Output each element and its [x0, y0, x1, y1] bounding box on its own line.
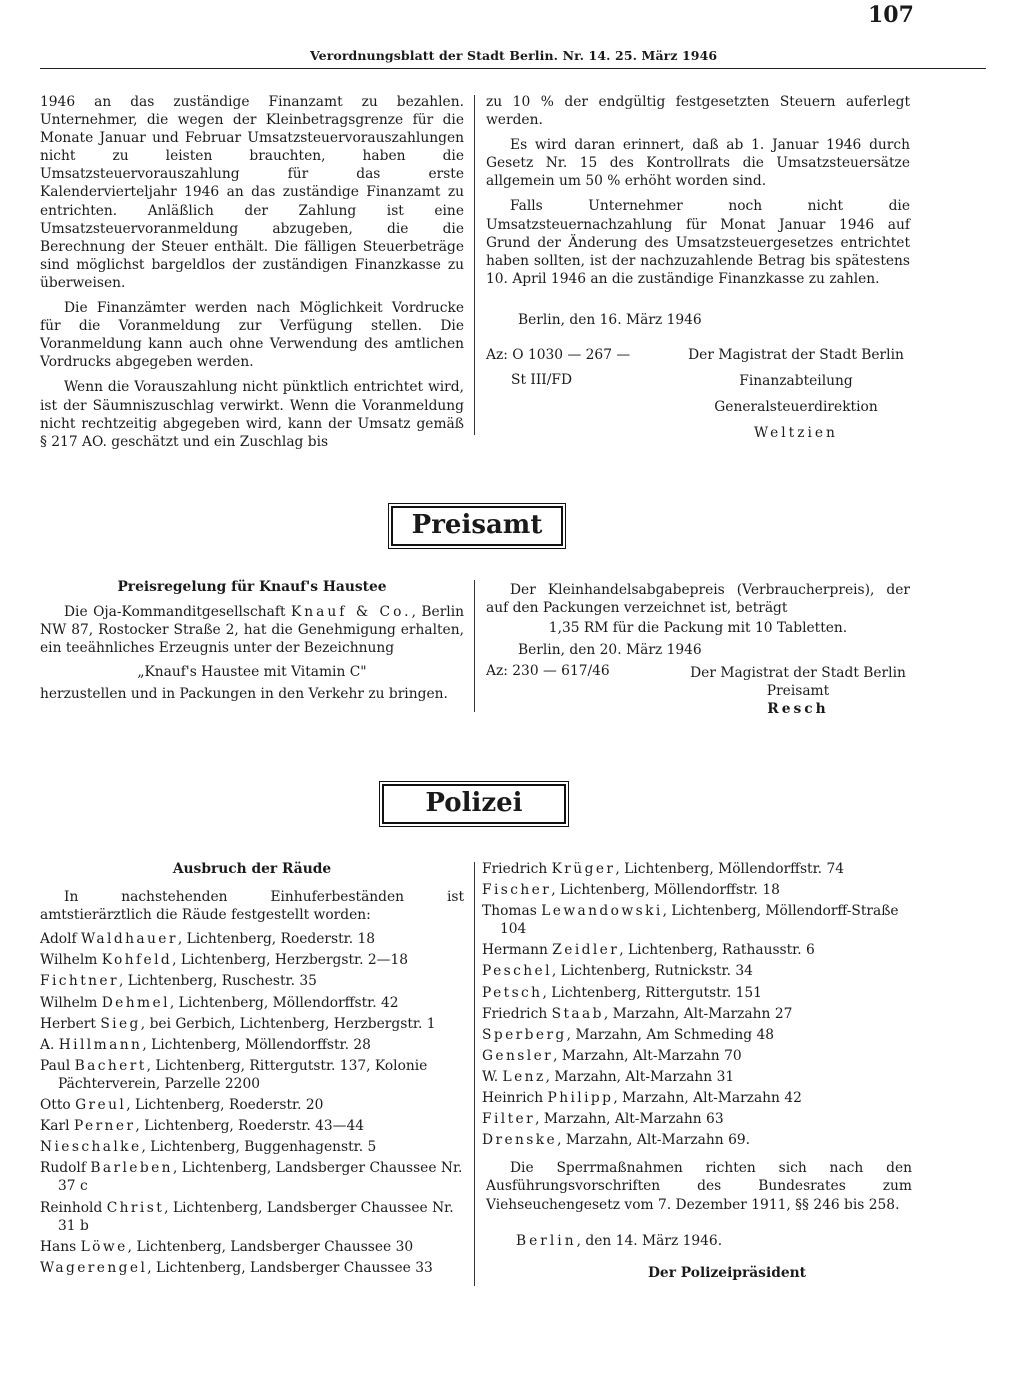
owner-last-name: Philipp [547, 1090, 614, 1107]
owner-last-name: Sieg [100, 1015, 141, 1032]
list-item [40, 1259, 464, 1277]
preisamt-authority-block [678, 664, 918, 718]
owner-address: , Lichtenberg, Roederstr. 20 [126, 1097, 324, 1114]
list-item [40, 1057, 464, 1093]
list-item [482, 1131, 912, 1149]
tax-left-column [40, 93, 464, 451]
tax-authority-block [676, 346, 916, 442]
tax-authority-line-3: Generalsteuerdirektion [714, 399, 878, 415]
section-heading-polizei: Polizei [382, 784, 566, 824]
owner-first-name: Adolf [40, 931, 77, 948]
owner-last-name: Peschel [482, 963, 552, 980]
list-item [40, 972, 464, 990]
owner-first-name: A. [40, 1036, 55, 1053]
list-item [482, 1047, 912, 1065]
preisamt-reference-az: Az: 230 — 617/46 [486, 663, 610, 679]
owner-last-name: Löwe [80, 1238, 128, 1255]
tax-signatory: Weltzien [754, 425, 838, 441]
preisamt-date-line: Berlin, den 20. März 1946 [518, 642, 702, 658]
list-item [482, 881, 912, 899]
owner-address: , Marzahn, Alt-Marzahn 69. [557, 1132, 751, 1149]
polizei-closing-text: Die Sperrmaßnahmen richten sich nach den Ausführungsvorschriften des Bundesrates zum Viehseuchengesetz vom 7. Dezember 1911, §§ 246 bis 258. [486, 1160, 912, 1213]
owner-first-name: Heinrich [482, 1090, 544, 1107]
tax-paragraph-4: zu 10 % der endgültig festgesetzten Steuern auferlegt werden. [486, 94, 910, 129]
header-rule [40, 68, 986, 69]
owner-last-name: Lewandowski [541, 903, 663, 920]
tax-authority-line-1: Der Magistrat der Stadt Berlin [688, 347, 904, 363]
tax-paragraph-2: Die Finanzämter werden nach Möglichkeit Vordrucke für die Voranmeldung zur Verfügung stellen. Die Voranmeldung kann auch ohne Verwendung des amtlichen Vordrucks abgegeben werden. [40, 300, 464, 371]
section-heading-preisamt: Preisamt [391, 506, 563, 546]
owner-first-name: Friedrich [482, 861, 548, 877]
owner-address: , Marzahn, Alt-Marzahn 42 [613, 1090, 802, 1107]
owner-last-name: Gensler [482, 1047, 554, 1064]
owner-first-name: Wilhelm [40, 952, 98, 969]
list-item [40, 1138, 464, 1156]
list-item [40, 1015, 464, 1033]
owner-address: , Lichtenberg, Möllendorffstr. 42 [169, 994, 399, 1011]
tax-paragraph-1: 1946 an das zuständige Finanzamt zu bezahlen. Unternehmer, die wegen der Kleinbetragsgrenze für die Monate Januar und Februar Umsatzsteuervorauszahlungen nicht zu leisten brauchten, haben die Umsatzsteuervorauszahlung für das erste Kalendervierteljahr 1946 an das zuständige Finanzamt zu entrichten. Anläßlich der Zahlung ist eine Umsatzsteuervoranmeldung abzugeben, die die Berechnung der Steuer enthält. Die fälligen Steuerbeträge sind möglichst bargeldlos der zuständigen Finanzkasse zu überweisen. [40, 94, 464, 291]
polizei-date-city: Berlin [516, 1232, 577, 1249]
preisamt-price-text: Der Kleinhandelsabgabepreis (Verbraucherpreis), der auf den Packungen verzeichnet ist, beträgt [486, 582, 910, 617]
product-name: „Knauf's Haustee mit Vitamin C" [137, 664, 367, 681]
preisamt-text-2: , Berlin NW 87, Rostocker Straße 2, hat die Genehmigung erhalten, ein teeähnliches Erzeugnis unter der Bezeichnung [40, 604, 465, 657]
owner-last-name: Filter [482, 1111, 536, 1128]
owner-last-name: Barleben [90, 1160, 173, 1177]
preisamt-authority-line-2: Preisamt [766, 683, 830, 700]
owner-address: , Marzahn, Alt-Marzahn 70 [553, 1047, 742, 1064]
owner-last-name: Staab [551, 1005, 604, 1022]
column-divider-tax [474, 95, 475, 435]
polizei-date-rest: , den 14. März 1946. [576, 1232, 723, 1249]
owner-last-name: Petsch [482, 984, 543, 1001]
preisamt-left-column [40, 578, 464, 704]
polizei-date-line [482, 1232, 912, 1250]
owner-last-name: Bachert [74, 1057, 147, 1074]
preisamt-text-1: Die Oja-Kommanditgesellschaft [64, 604, 286, 621]
list-item [40, 1117, 464, 1135]
owner-address: , Marzahn, Alt-Marzahn 63 [535, 1111, 724, 1128]
owner-last-name: Kohfeld [101, 952, 173, 969]
owner-first-name: Rudolf [40, 1160, 86, 1177]
tax-date-line: Berlin, den 16. März 1946 [518, 312, 702, 328]
preisamt-subheading: Preisregelung für Knauf's Haustee [117, 579, 387, 595]
tax-reference-st: St III/FD [511, 372, 573, 388]
owner-last-name: Lenz [502, 1068, 546, 1085]
owner-address: , Lichtenberg, Ruschestr. 35 [119, 973, 317, 990]
polizei-right-column [482, 860, 912, 1282]
owner-first-name: Hermann [482, 942, 548, 959]
list-item [482, 1026, 912, 1044]
tax-paragraph-6: Falls Unternehmer noch nicht die Umsatzsteuernachzahlung für Monat Januar 1946 auf Grund der Änderung des Umsatzsteuergesetzes entrichtet haben sollten, ist der nachzuzahlende Betrag bis spätestens 10. April 1946 an die zuständige Finanzkasse zu zahlen. [486, 198, 910, 287]
owner-last-name: Waldhauer [81, 931, 178, 948]
list-item [482, 1089, 912, 1107]
list-item [482, 984, 912, 1002]
owner-address: , Marzahn, Am Schmeding 48 [566, 1026, 775, 1043]
owner-address: , Lichtenberg, Möllendorff-Straße 104 [500, 903, 899, 938]
owner-address: , Lichtenberg, Buggenhagenstr. 5 [141, 1139, 377, 1156]
owner-first-name: Paul [40, 1057, 71, 1074]
infection-list-right [482, 860, 912, 1149]
tax-paragraph-5: Es wird daran erinnert, daß ab 1. Januar 1946 durch Gesetz Nr. 15 des Kontrollrats die Umsatzsteuersätze allgemein um 50 % erhöht worden sind. [486, 137, 910, 190]
owner-first-name: Herbert [40, 1015, 96, 1032]
owner-last-name: Dehmel [101, 994, 170, 1011]
owner-last-name: Perner [73, 1118, 136, 1135]
owner-first-name: Reinhold [40, 1199, 103, 1216]
tax-reference-az: Az: O 1030 — 267 — [486, 347, 631, 363]
owner-address: , bei Gerbich, Lichtenberg, Herzbergstr. 1 [140, 1015, 436, 1032]
owner-first-name: W. [482, 1068, 499, 1085]
list-item [482, 1068, 912, 1086]
column-divider-polizei [474, 862, 475, 1286]
preisamt-text-end: herzustellen und in Packungen in den Verkehr zu bringen. [40, 686, 448, 703]
owner-last-name: Krüger [551, 861, 616, 877]
owner-address: , Lichtenberg, Landsberger Chaussee Nr. 31 b [58, 1199, 454, 1234]
polizei-signatory: Der Polizeipräsident [647, 1264, 807, 1281]
list-item [40, 1238, 464, 1256]
owner-last-name: Fichtner [40, 973, 119, 990]
owner-first-name: Hans [40, 1238, 77, 1255]
owner-first-name: Friedrich [482, 1005, 548, 1022]
polizei-intro: In nachstehenden Einhuferbeständen ist amtstierärztlich die Räude festgestellt worden: [40, 889, 464, 924]
list-item [40, 930, 464, 948]
infection-list-left [40, 930, 464, 1277]
tax-right-column [486, 93, 910, 288]
owner-last-name: Christ [106, 1199, 165, 1216]
list-item [40, 994, 464, 1012]
owner-address: , Lichtenberg, Rathausstr. 6 [619, 942, 815, 959]
polizei-subheading: Ausbruch der Räude [172, 861, 332, 877]
running-head: Verordnungsblatt der Stadt Berlin. Nr. 14. 25. März 1946 [310, 48, 718, 63]
owner-last-name: Drenske [482, 1132, 558, 1149]
column-divider-preisamt [474, 580, 475, 712]
owner-last-name: Zeidler [552, 942, 620, 959]
owner-last-name: Sperberg [482, 1026, 567, 1043]
preisamt-price-line: 1,35 RM für die Packung mit 10 Tabletten. [548, 620, 848, 637]
tax-authority-line-2: Finanzabteilung [739, 373, 853, 389]
preisamt-authority-line-1: Der Magistrat der Stadt Berlin [690, 665, 906, 681]
preisamt-paragraph [40, 603, 464, 657]
list-item [40, 1159, 464, 1195]
list-item [482, 941, 912, 959]
list-item [40, 951, 464, 969]
owner-last-name: Nieschalke [40, 1139, 142, 1156]
list-item [40, 1199, 464, 1235]
preisamt-right-column [486, 581, 910, 637]
owner-last-name: Hillmann [58, 1036, 143, 1053]
owner-last-name: Greul [75, 1097, 127, 1114]
page-number: 107 [868, 2, 914, 28]
owner-first-name: Thomas [482, 903, 537, 920]
owner-address: , Lichtenberg, Roederstr. 18 [177, 931, 376, 948]
list-item [40, 1096, 464, 1114]
owner-address: , Lichtenberg, Rittergutstr. 151 [542, 984, 762, 1001]
owner-last-name: Fischer [482, 882, 552, 899]
owner-address: , Lichtenberg, Möllendorffstr. 18 [551, 882, 780, 899]
owner-address: , Lichtenberg, Rittergutstr. 137, Kolonie Pächterverein, Parzelle 2200 [58, 1057, 428, 1092]
list-item [482, 1110, 912, 1128]
preisamt-signatory: Resch [767, 701, 829, 718]
owner-address: , Lichtenberg, Roederstr. 43—44 [135, 1118, 365, 1135]
list-item [482, 902, 912, 938]
owner-first-name: Wilhelm [40, 994, 98, 1011]
owner-address: , Lichtenberg, Herzbergstr. 2—18 [172, 952, 408, 969]
owner-address: , Lichtenberg, Möllendorffstr. 74 [615, 861, 845, 877]
polizei-left-column [40, 860, 464, 1280]
owner-address: , Marzahn, Alt-Marzahn 27 [603, 1005, 793, 1022]
owner-address: , Marzahn, Alt-Marzahn 31 [545, 1068, 735, 1085]
tax-paragraph-3: Wenn die Vorauszahlung nicht pünktlich entrichtet wird, ist der Säumniszuschlag verwirkt. Wenn die Voranmeldung nicht rechtzeitig abgegeben wird, kann der Umsatz gemäß § 217 AO. geschätzt und ein Zuschlag bis [40, 379, 464, 450]
owner-first-name: Otto [40, 1097, 71, 1114]
owner-address: , Lichtenberg, Landsberger Chaussee Nr. 37 c [58, 1160, 463, 1195]
list-item [482, 1005, 912, 1023]
list-item [482, 962, 912, 980]
owner-address: , Lichtenberg, Landsberger Chaussee 33 [147, 1259, 433, 1276]
owner-address: , Lichtenberg, Rutnickstr. 34 [551, 963, 753, 980]
owner-last-name: Wagerengel [40, 1259, 148, 1276]
owner-address: , Lichtenberg, Landsberger Chaussee 30 [127, 1238, 414, 1255]
list-item [482, 860, 912, 878]
firm-name: Knauf & Co. [290, 604, 412, 621]
owner-address: , Lichtenberg, Möllendorffstr. 28 [142, 1036, 371, 1053]
list-item [40, 1036, 464, 1054]
owner-first-name: Karl [40, 1118, 70, 1135]
